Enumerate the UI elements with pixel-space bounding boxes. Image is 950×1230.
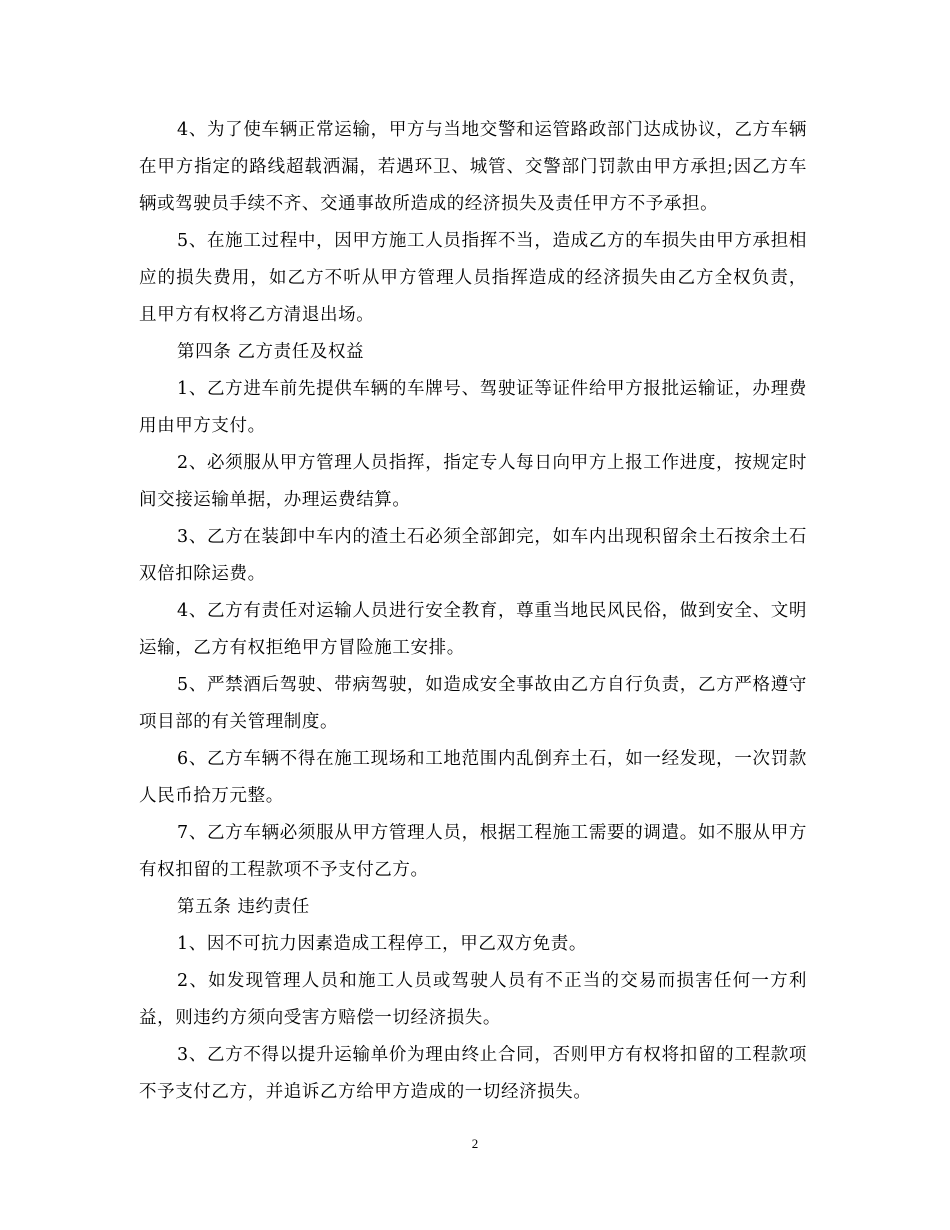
article-4-item-4: 4、乙方有责任对运输人员进行安全教育，尊重当地民风民俗，做到安全、文明运输，乙方有权拒绝甲方冒险施工安排。 [139, 601, 807, 658]
clause-3-item-5: 5、在施工过程中，因甲方施工人员指挥不当，造成乙方的车损失由甲方承担相应的损失费用，如乙方不听从甲方管理人员指挥造成的经济损失由乙方全权负责，且甲方有权将乙方清退出场。 [139, 231, 807, 325]
article-4-item-7: 7、乙方车辆必须服从甲方管理人员，根据工程施工需要的调遣。如不服从甲方有权扣留的工程款项不予支付乙方。 [139, 823, 807, 880]
article-5-heading: 第五条 违约责任 [177, 897, 310, 917]
article-5-item-2: 2、如发现管理人员和施工人员或驾驶人员有不正当的交易而损害任何一方利益，则违约方须向受害方赔偿一切经济损失。 [139, 971, 807, 1028]
page-number: 2 [471, 1136, 479, 1151]
article-5-item-3: 3、乙方不得以提升运输单价为理由终止合同，否则甲方有权将扣留的工程款项不予支付乙方，并追诉乙方给甲方造成的一切经济损失。 [139, 1045, 807, 1102]
article-4-item-6: 6、乙方车辆不得在施工现场和工地范围内乱倒弃土石，如一经发现，一次罚款人民币拾万元整。 [139, 749, 807, 806]
article-4-item-3: 3、乙方在装卸中车内的渣土石必须全部卸完，如车内出现积留余土石按余土石双倍扣除运费。 [139, 527, 807, 584]
clause-3-item-4: 4、为了使车辆正常运输，甲方与当地交警和运管路政部门达成协议，乙方车辆在甲方指定的路线超载洒漏，若遇环卫、城管、交警部门罚款由甲方承担;因乙方车辆或驾驶员手续不齐、交通事故所造成的经济损失及责任甲方不予承担。 [139, 120, 807, 214]
article-4-heading: 第四条 乙方责任及权益 [177, 342, 365, 362]
article-4-item-2: 2、必须服从甲方管理人员指挥，指定专人每日向甲方上报工作进度，按规定时间交接运输单据，办理运费结算。 [139, 453, 807, 510]
article-4-item-5: 5、严禁酒后驾驶、带病驾驶，如造成安全事故由乙方自行负责，乙方严格遵守项目部的有关管理制度。 [139, 675, 807, 732]
document-body [139, 112, 807, 1111]
article-4-item-1: 1、乙方进车前先提供车辆的车牌号、驾驶证等证件给甲方报批运输证，办理费用由甲方支付。 [139, 379, 807, 436]
article-5-item-1: 1、因不可抗力因素造成工程停工，甲乙双方免责。 [177, 934, 587, 954]
